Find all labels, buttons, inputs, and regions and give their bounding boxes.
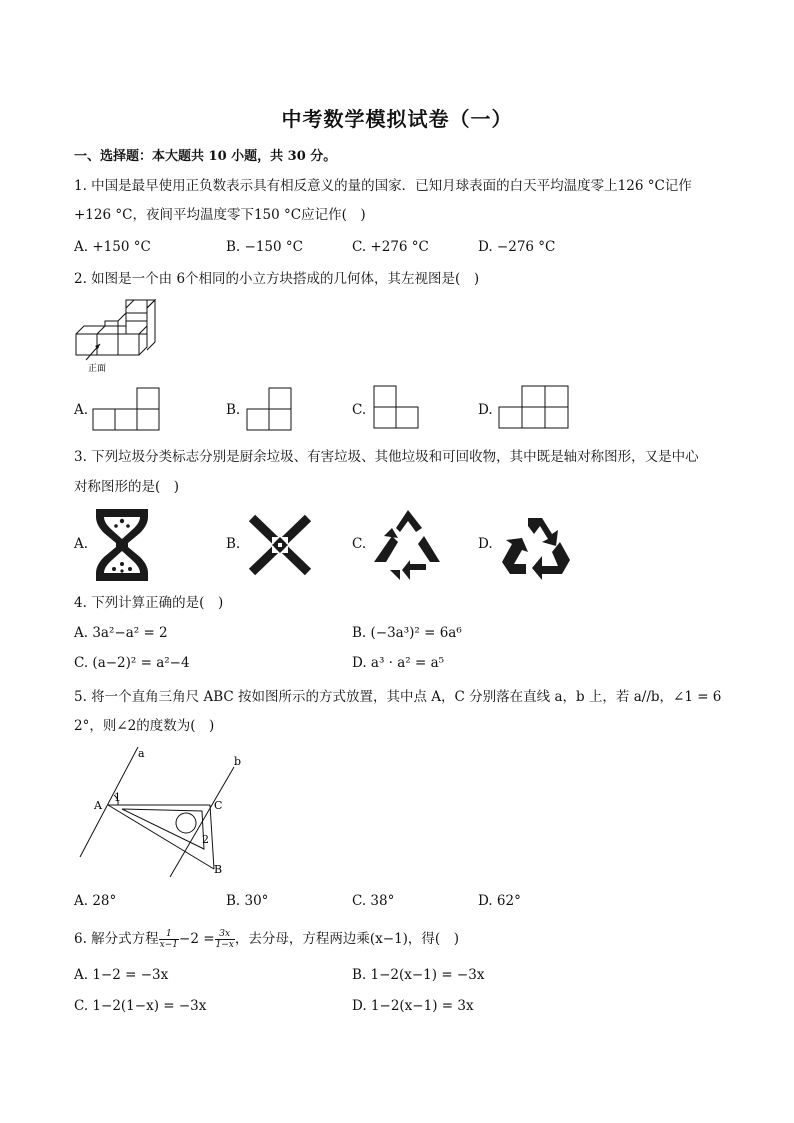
q2-label-d: D.: [478, 402, 493, 418]
q6-option-d: D. 1−2(x−1) = 3x: [352, 998, 474, 1014]
q4-option-d: D. a³ · a² = a⁵: [352, 655, 445, 671]
q3-label-b: B.: [226, 536, 241, 552]
q6-fraction-2-den: 1−x: [215, 940, 234, 950]
q3-line1: 3. 下列垃圾分类标志分别是厨余垃圾、有害垃圾、其他垃圾和可回收物，其中既是轴对称图形，又是中心: [74, 449, 699, 465]
q5-option-d: D. 62°: [478, 893, 521, 909]
q1-line1: 1. 中国是最早使用正负数表示具有相反意义的量的国家．已知月球表面的白天平均温度零上126 °C记作: [74, 178, 692, 194]
q2-option-a-view: [92, 386, 160, 431]
q1-option-b: B. −150 °C: [226, 239, 303, 255]
q2-option-c-view: [373, 384, 421, 431]
q5-line1: 5. 将一个直角三角尺 ABC 按如图所示的方式放置，其中点 A，C 分别落在直线 a，b 上，若 a//b，∠1 = 6: [74, 689, 722, 705]
q5-line2: 2°，则∠2的度数为( ): [74, 718, 215, 734]
label-point-b: B: [214, 863, 223, 876]
kitchen-waste-icon: [92, 507, 152, 583]
line-b: [170, 767, 234, 877]
label-point-a: A: [94, 799, 102, 812]
q1-option-a: A. +150 °C: [74, 239, 151, 255]
q6-option-b: B. 1−2(x−1) = −3x: [352, 967, 485, 983]
q1-line2: +126 °C，夜间平均温度零下150 °C应记作( ): [74, 207, 366, 223]
q3-label-d: D.: [478, 536, 493, 552]
q6-middle: −2 =: [179, 931, 215, 947]
other-waste-icon: [370, 506, 446, 582]
q1-option-c: C. +276 °C: [352, 239, 429, 255]
q6-fraction-2: [215, 929, 235, 950]
q2-label-a: A.: [74, 402, 89, 418]
label-a: a: [138, 747, 145, 760]
q2-option-d-view: [498, 384, 570, 431]
q6-text: [74, 928, 459, 950]
q5-option-c: C. 38°: [352, 893, 395, 909]
q5-option-b: B. 30°: [226, 893, 269, 909]
label-b: b: [234, 755, 242, 768]
hazardous-waste-icon: [246, 512, 314, 578]
q1-option-d: D. −276 °C: [478, 239, 556, 255]
q6-option-a: A. 1−2 = −3x: [74, 967, 169, 983]
q2-text: 2. 如图是一个由 6个相同的小立方块搭成的几何体，其左视图是( ): [74, 271, 480, 287]
side-ab: [108, 805, 214, 869]
q5-option-a: A. 28°: [74, 893, 117, 909]
front-label: 正面: [88, 364, 107, 374]
side-cb: [210, 805, 214, 869]
q6-option-c: C. 1−2(1−x) = −3x: [74, 998, 207, 1014]
q6-suffix: ，去分母，方程两边乘(x−1)，得( ): [234, 931, 459, 947]
label-point-c: C: [214, 799, 223, 812]
q3-label-a: A.: [74, 536, 89, 552]
q4-option-a: A. 3a²−a² = 2: [74, 625, 168, 641]
q2-label-c: C.: [352, 402, 367, 418]
q6-fraction-1-den: x−1: [159, 940, 179, 950]
q4-option-b: B. (−3a³)² = 6a⁶: [352, 625, 462, 641]
section-heading: 一、选择题：本大题共 10 小题，共 30 分。: [74, 149, 337, 164]
q6-fraction-2-num: 3x: [215, 929, 235, 940]
q6-fraction-1: [159, 929, 179, 950]
angle-2-label: 2: [202, 833, 209, 846]
angle-1-label: 1: [114, 791, 121, 804]
q4-option-c: C. (a−2)² = a²−4: [74, 655, 190, 671]
q6-fraction-1-num: 1: [159, 929, 179, 940]
q6-prefix: 6. 解分式方程: [74, 931, 159, 947]
inner-circle: [176, 813, 196, 833]
line-a: [80, 747, 138, 857]
q5-geometry-figure: [74, 745, 242, 881]
q3-label-c: C.: [352, 536, 367, 552]
q4-text: 4. 下列计算正确的是( ): [74, 595, 224, 611]
q2-label-b: B.: [226, 402, 241, 418]
recyclable-icon: [498, 512, 574, 578]
q2-cube-figure: [74, 300, 164, 376]
q3-line2: 对称图形的是( ): [74, 479, 180, 495]
q2-option-b-view: [246, 386, 294, 431]
page-title: 中考数学模拟试卷（一）: [281, 107, 513, 131]
